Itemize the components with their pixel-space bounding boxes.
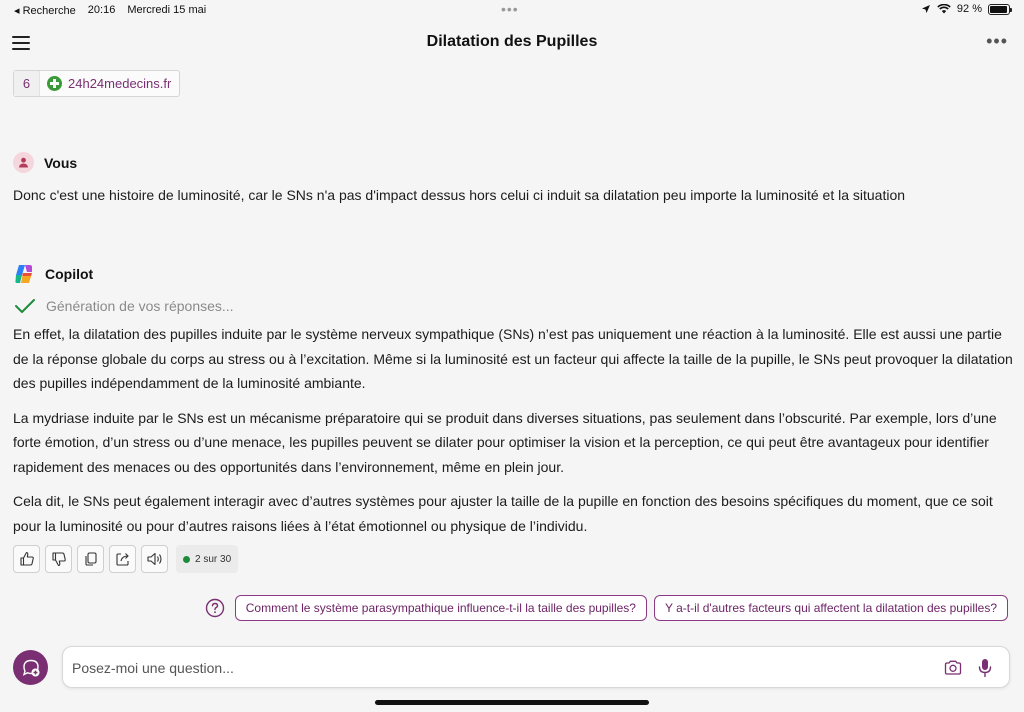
home-indicator[interactable] (375, 700, 649, 705)
battery-percent: 92 % (956, 3, 982, 15)
question-help-icon (205, 598, 225, 618)
read-aloud-icon[interactable] (141, 545, 168, 573)
source-site-name: 24h24medecins.fr (68, 76, 172, 91)
copilot-name: Copilot (45, 266, 94, 282)
answer-paragraph: Cela dit, le SNs peut également interagir avec d’autres systèmes pour ajuster la taille de la pupille en fonction des besoins spécifiques du moment, que ce soit pour la luminosité ou pour d’autres raisons liées à l’état émotionnel ou physique de l’individu. (13, 493, 993, 534)
microphone-icon[interactable] (975, 657, 995, 679)
generation-status-text: Génération de vos réponses... (46, 298, 234, 314)
copilot-speaker-label (13, 263, 93, 285)
location-icon (921, 4, 931, 14)
suggestion-chip[interactable]: Comment le système parasympathique influence-t-il la taille des pupilles? (235, 595, 647, 621)
user-name: Vous (44, 154, 78, 171)
copilot-answer (13, 322, 1013, 548)
share-icon[interactable] (109, 545, 136, 573)
source-citation-chip[interactable] (13, 70, 180, 97)
status-bar (0, 0, 1024, 20)
header (0, 28, 1024, 58)
checkmark-icon (14, 298, 36, 314)
suggestion-chip[interactable]: Y a-t-il d'autres facteurs qui affectent la dilatation des pupilles? (654, 595, 1008, 621)
date: Mercredi 15 mai (127, 4, 207, 16)
copilot-logo-icon (13, 263, 35, 285)
battery-icon (988, 4, 1010, 15)
thumbs-down-icon[interactable] (45, 545, 72, 573)
user-avatar-icon (13, 152, 34, 173)
more-options-icon[interactable]: ••• (986, 31, 1008, 51)
copy-icon[interactable] (77, 545, 104, 573)
answer-paragraph: La mydriase induite par le SNs est un mécanisme préparatoire qui se produit dans diverses situations, pas seulement dans l’obscurité. Par exemple, lors d’une forte émotion, d’un stress ou d’une menace, les pupilles peuvent se dilater pour optimiser la vision et la perception, ce qui peut être avantageux pour identifier rapidement des menaces ou des opportunités dans l’environnement, même en plein jour. (13, 409, 997, 475)
clock: 20:16 (87, 4, 116, 16)
question-input[interactable] (72, 657, 912, 679)
generation-status (14, 298, 234, 314)
user-speaker-label (13, 152, 77, 173)
user-message: Donc c'est une histoire de luminosité, car le SNs n'a pas d'impact dessus hors celui ci induit sa dilatation peu importe la luminosité et la situation (13, 187, 906, 203)
new-chat-icon (21, 658, 41, 678)
camera-icon[interactable] (943, 658, 963, 678)
status-dot-icon (183, 556, 190, 563)
page-count-text: 2 sur 30 (195, 553, 232, 565)
thumbs-up-icon[interactable] (13, 545, 40, 573)
back-to-search-link[interactable]: ◂ Recherche (14, 5, 76, 17)
site-favicon-icon (47, 76, 62, 91)
new-topic-button[interactable] (13, 650, 48, 685)
wifi-icon (937, 4, 951, 14)
response-page-counter (176, 545, 238, 573)
multitasking-dots-icon[interactable]: ••• (501, 1, 519, 17)
message-composer (62, 646, 1010, 688)
suggested-questions (205, 595, 1008, 621)
page-title: Dilatation des Pupilles (426, 33, 598, 50)
response-actions (13, 545, 238, 573)
source-number: 6 (14, 71, 40, 96)
answer-paragraph: En effet, la dilatation des pupilles induite par le système nerveux sympathique (SNs) n’est pas uniquement une réaction à la luminosité. Elle est aussi une partie de la réponse globale du corps au stress ou à l’excitation. Même si la luminosité est un facteur qui affecte la taille de la pupille, le SNs peut provoquer la dilatation des pupilles indépendamment de la luminosité ambiante. (13, 326, 1013, 391)
